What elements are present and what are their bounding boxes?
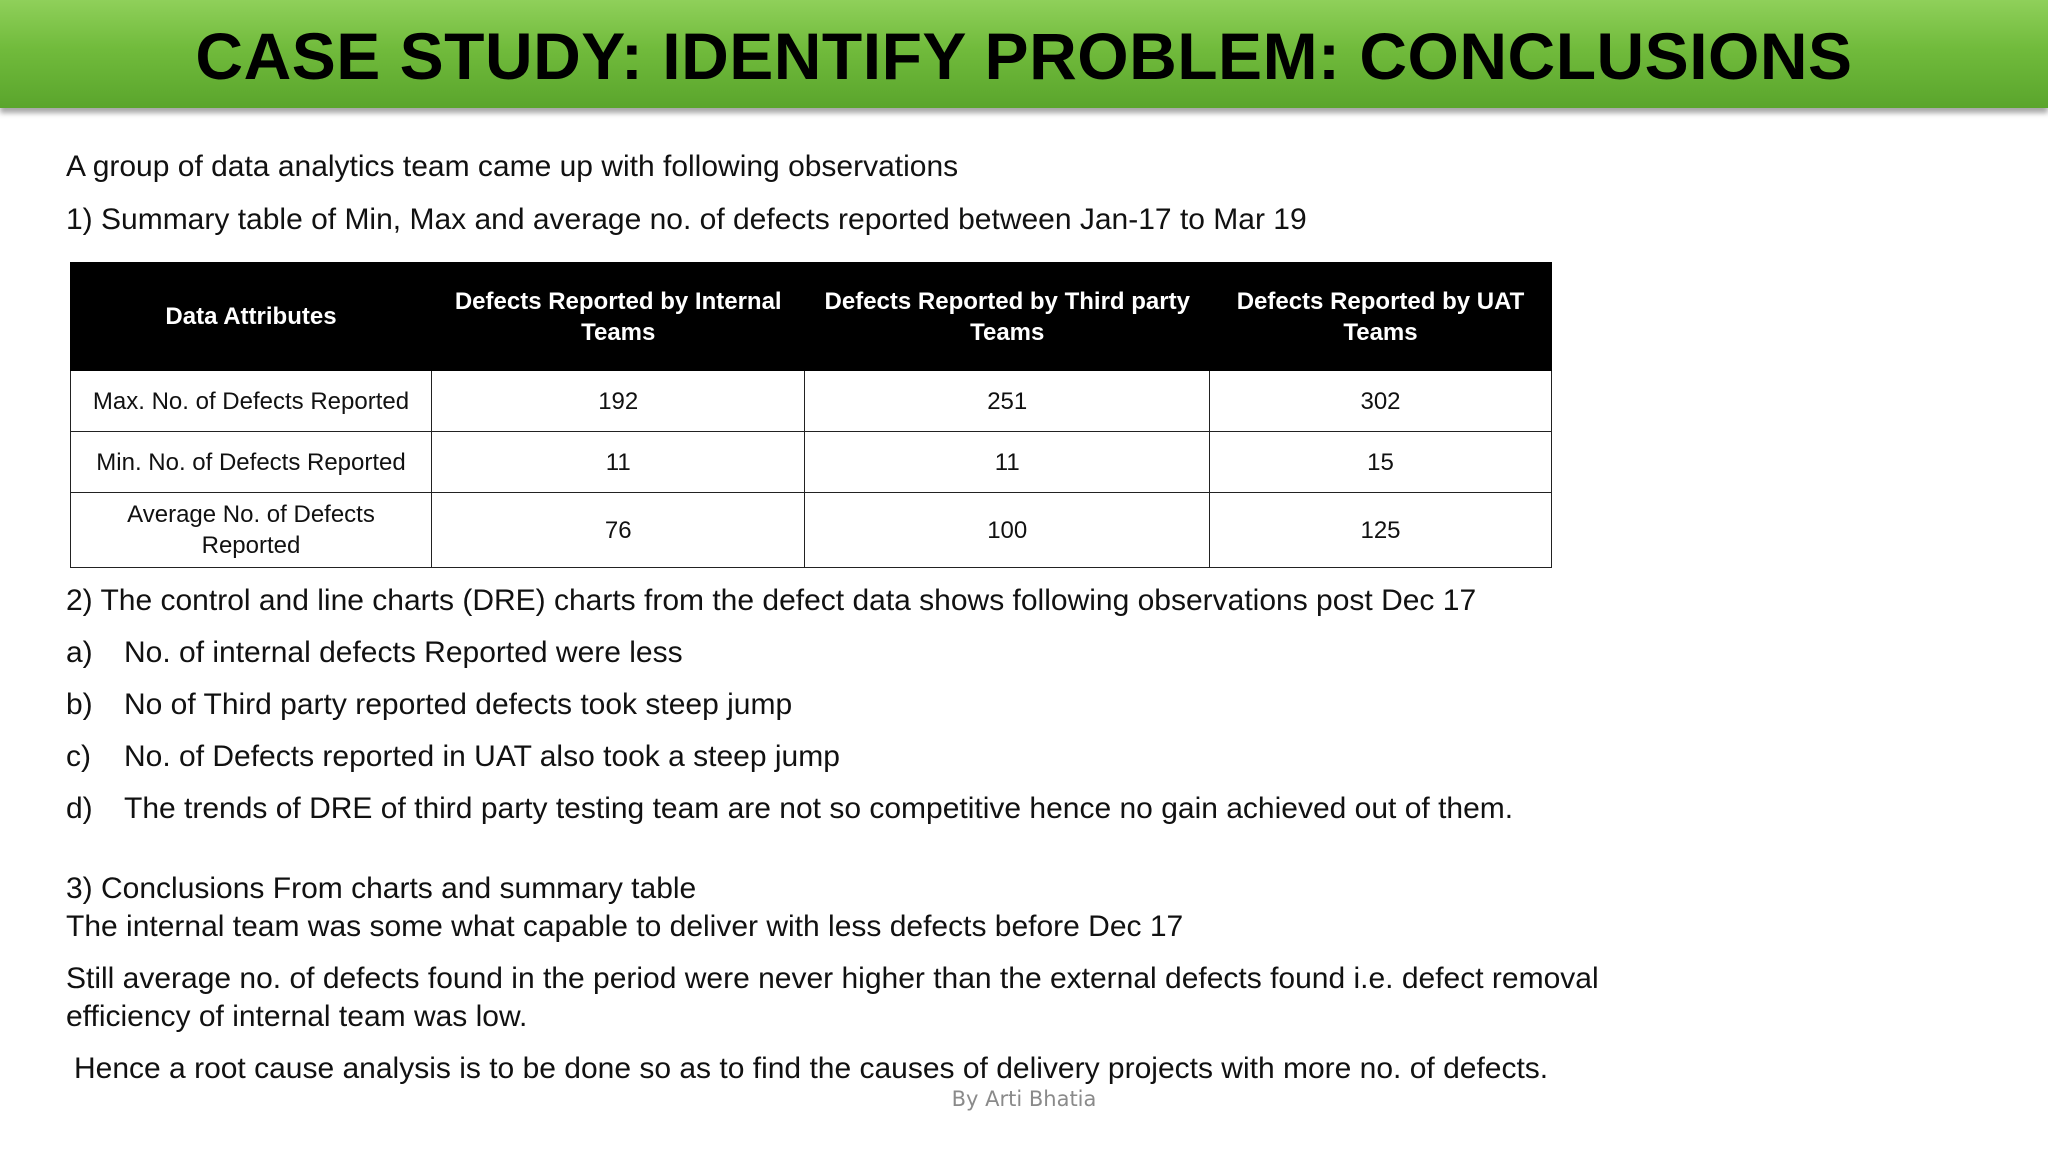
author-footer: By Arti Bhatia (951, 1087, 1097, 1111)
table-header-cell: Data Attributes (71, 263, 432, 371)
point-1-text: 1) Summary table of Min, Max and average no. of defects reported between Jan-17 to Mar 19 (66, 203, 1307, 236)
table-cell: 251 (805, 371, 1210, 432)
observation-text: No of Third party reported defects took steep jump (124, 688, 793, 721)
table-cell: 100 (805, 493, 1210, 568)
table-header-row (71, 263, 1552, 371)
observation-text: The trends of DRE of third party testing team are not so competitive hence no gain achieved out of them. (124, 792, 1514, 825)
table-row (71, 371, 1552, 432)
observation-marker: c) (66, 740, 91, 773)
table-cell: Max. No. of Defects Reported (71, 371, 432, 432)
table-header-cell: Defects Reported by Internal Teams (432, 263, 805, 371)
table-cell: 11 (805, 432, 1210, 493)
table-header-cell: Defects Reported by Third party Teams (805, 263, 1210, 371)
table-row (71, 432, 1552, 493)
conclusion-text: Still average no. of defects found in the period were never higher than the external defects found i.e. defect removal (66, 962, 1599, 995)
table-header-cell: Defects Reported by UAT Teams (1210, 263, 1552, 371)
table-cell: 192 (432, 371, 805, 432)
conclusion-text: efficiency of internal team was low. (66, 1000, 528, 1033)
summary-table (70, 262, 1552, 568)
table-cell: Min. No. of Defects Reported (71, 432, 432, 493)
observation-text: No. of internal defects Reported were less (124, 636, 683, 669)
table-cell: 15 (1210, 432, 1552, 493)
point-2-text: 2) The control and line charts (DRE) charts from the defect data shows following observations post Dec 17 (66, 584, 1477, 617)
table-cell: 11 (432, 432, 805, 493)
conclusion-text: The internal team was some what capable to deliver with less defects before Dec 17 (66, 910, 1184, 943)
observation-marker: b) (66, 688, 93, 721)
intro-text: A group of data analytics team came up with following observations (66, 150, 959, 183)
observation-text: No. of Defects reported in UAT also took a steep jump (124, 740, 840, 773)
table-cell: 302 (1210, 371, 1552, 432)
table-row (71, 493, 1552, 568)
observation-marker: a) (66, 636, 93, 669)
slide-title: CASE STUDY: IDENTIFY PROBLEM: CONCLUSIONS (195, 19, 1853, 93)
conclusion-text: Hence a root cause analysis is to be done so as to find the causes of delivery projects with more no. of defects. (74, 1052, 1549, 1085)
observation-marker: d) (66, 792, 93, 825)
table-cell: 125 (1210, 493, 1552, 568)
table-cell: Average No. of Defects Reported (71, 493, 432, 568)
point-3-text: 3) Conclusions From charts and summary table (66, 872, 697, 905)
table-cell: 76 (432, 493, 805, 568)
